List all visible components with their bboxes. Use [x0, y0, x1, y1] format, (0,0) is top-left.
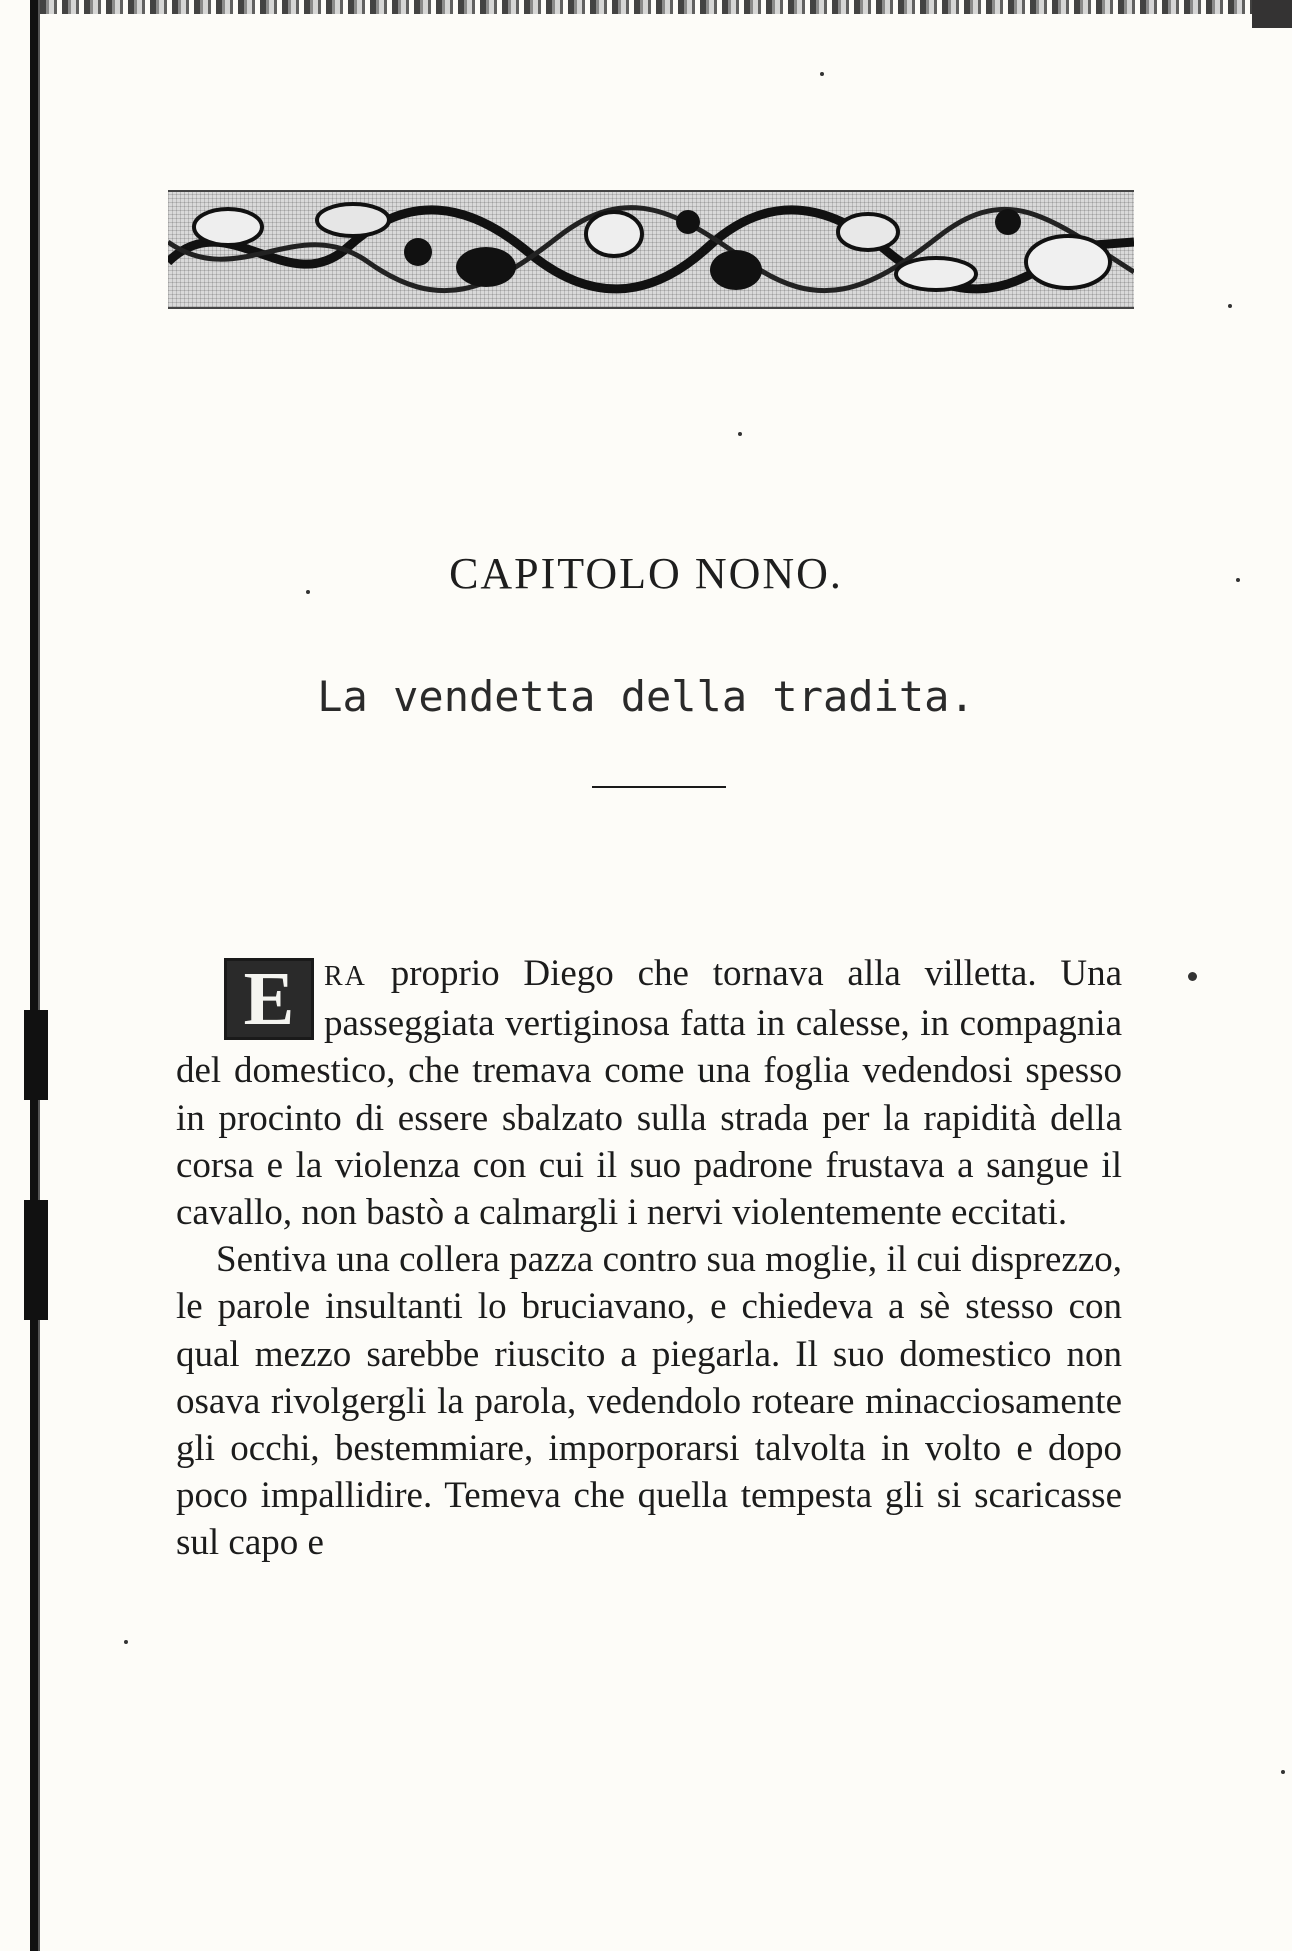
- paragraph-text: proprio Diego che tornava alla villetta. Una passeggiata vertiginosa fatta in calesse, in compagnia del domestico, che tremava come una foglia vedendosi spesso in procinto di essere sbalzato sulla strada per la rapidità della corsa e la violenza con cui il suo padrone frustava a sangue il cavallo, non bastò a calmargli i nervi violentemente eccitati.: [176, 953, 1122, 1234]
- paragraph: Sentiva una collera pazza contro sua moglie, il cui disprezzo, le parole insultanti lo bruciavano, e chiedeva a sè stesso con qual mezzo sarebbe riuscito a piegarla. Il suo domestico non osava rivolgergli la parola, vedendolo roteare minacciosamente gli occhi, bestemmiare, imporporarsi talvolta in volto e dopo poco impallidire. Temeva che quella tempesta gli si scaricasse sul capo e: [176, 1239, 1122, 1564]
- scan-speck: [738, 432, 742, 436]
- scan-binding-mark: [24, 1200, 48, 1320]
- first-word-rest: RA: [324, 961, 367, 992]
- decorative-header-band: [168, 190, 1134, 309]
- scan-speck: [1188, 972, 1197, 981]
- chapter-body: [176, 950, 1122, 1567]
- scan-speck: [1281, 1770, 1285, 1774]
- scan-speck: [820, 72, 824, 76]
- drop-cap: E: [224, 958, 314, 1040]
- chapter-subtitle: La vendetta della tradita.: [317, 672, 975, 721]
- section-divider: [592, 786, 726, 788]
- scan-speck: [124, 1640, 128, 1644]
- scan-top-edge: [40, 0, 1292, 14]
- chapter-title: CAPITOLO NONO.: [449, 549, 843, 598]
- scan-speck: [1228, 304, 1232, 308]
- floral-ornament-icon: [168, 192, 1134, 307]
- scan-binding-edge: [30, 0, 42, 1951]
- paragraph: [176, 950, 1122, 1236]
- scan-binding-mark: [24, 1010, 48, 1100]
